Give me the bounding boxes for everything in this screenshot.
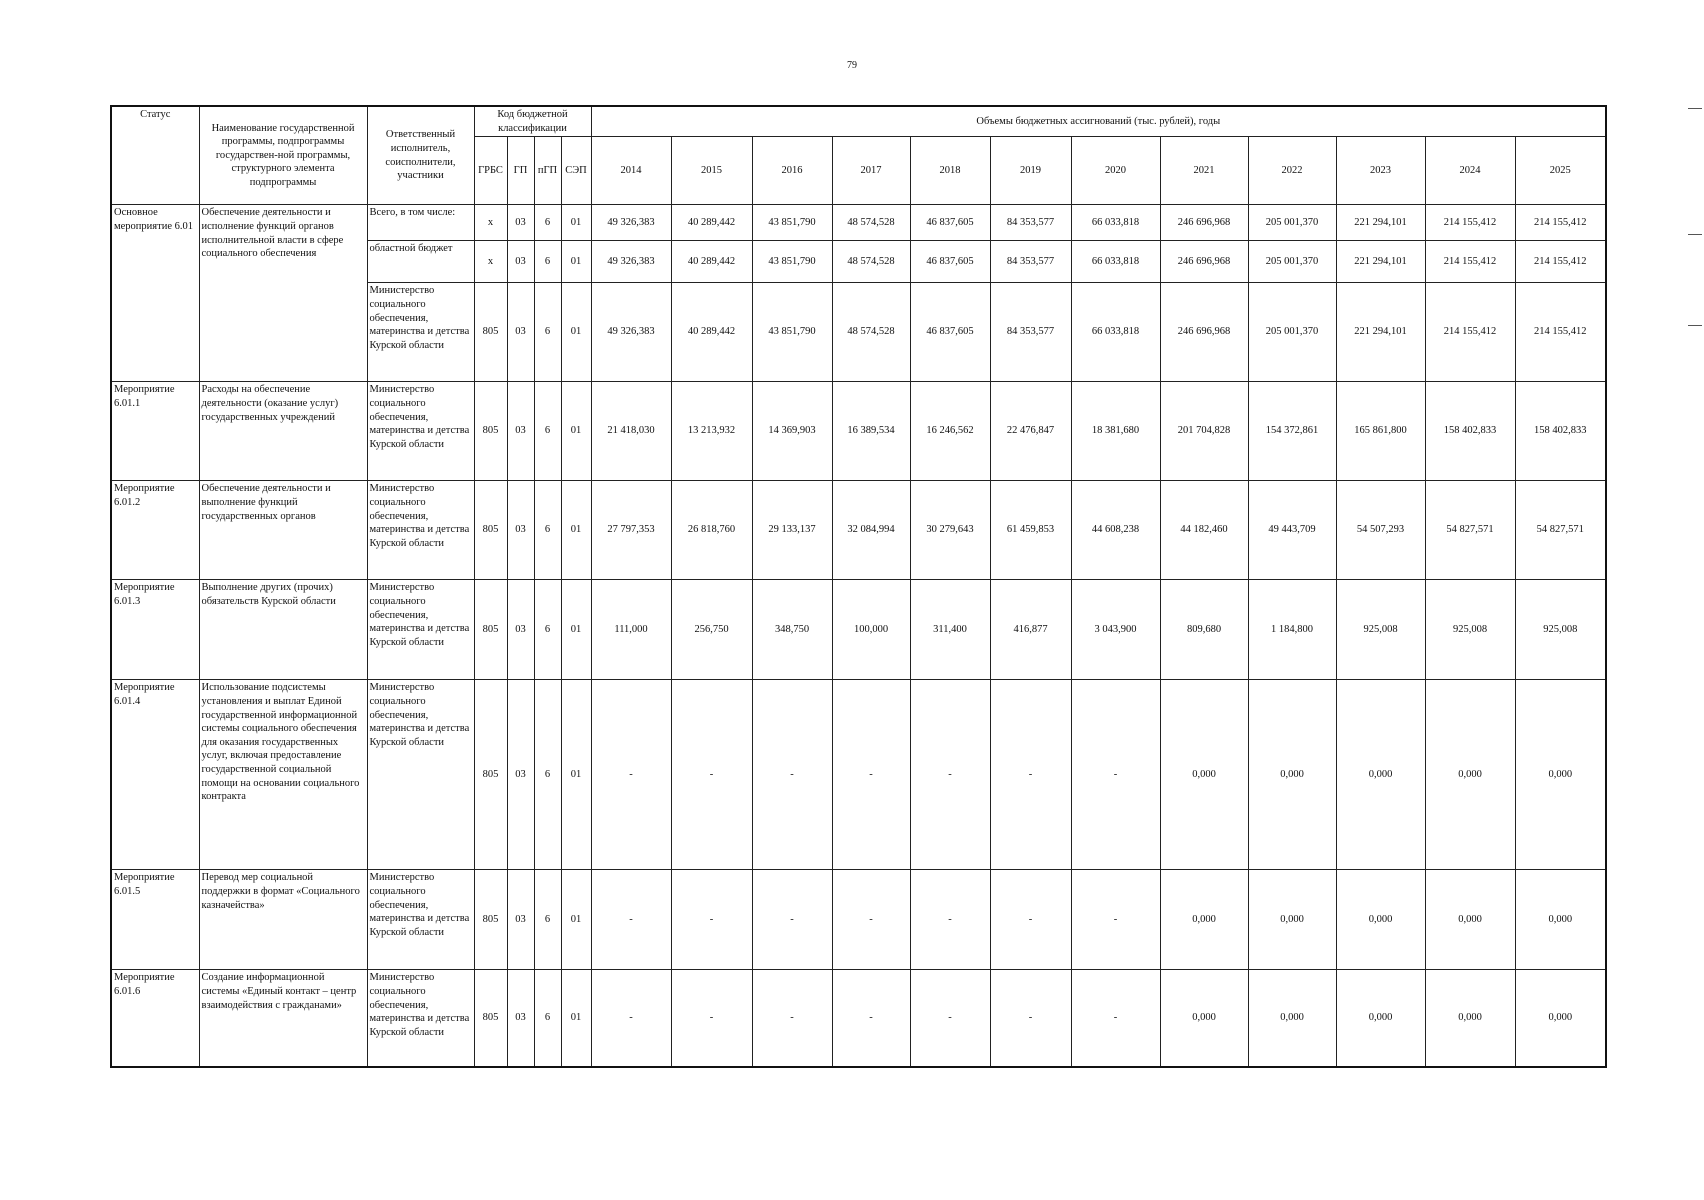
row-value: 111,000 <box>591 580 671 680</box>
row-value: 214 155,412 <box>1515 205 1606 241</box>
row-code: 805 <box>474 680 507 870</box>
row-value: 925,008 <box>1336 580 1425 680</box>
row-value: 21 418,030 <box>591 382 671 481</box>
row-code: 805 <box>474 382 507 481</box>
row-code: 03 <box>507 870 534 970</box>
header-year: 2025 <box>1515 137 1606 205</box>
row-value: 46 837,605 <box>910 283 990 382</box>
header-year: 2019 <box>990 137 1071 205</box>
row-value: 158 402,833 <box>1515 382 1606 481</box>
row-value: 925,008 <box>1515 580 1606 680</box>
row-value: 48 574,528 <box>832 205 910 241</box>
row-value: 66 033,818 <box>1071 205 1160 241</box>
row-code: 01 <box>561 205 591 241</box>
row-value: 158 402,833 <box>1425 382 1515 481</box>
row-value: 0,000 <box>1160 680 1248 870</box>
row-value: - <box>591 970 671 1067</box>
header-name: Наименование государственной программы, подпрограммы государствен-ной программы, структурного элемента подпрограммы <box>199 106 367 205</box>
row-name: Обеспечение деятельности и выполнение функций государственных органов <box>199 481 367 580</box>
row-code: 03 <box>507 680 534 870</box>
row-value: 43 851,790 <box>752 283 832 382</box>
row-value: 0,000 <box>1248 870 1336 970</box>
table-row <box>111 580 1606 680</box>
row-value: - <box>832 870 910 970</box>
edge-mark <box>1688 234 1702 235</box>
row-code: 6 <box>534 205 561 241</box>
row-code: 01 <box>561 241 591 283</box>
table-row <box>111 481 1606 580</box>
edge-mark <box>1688 108 1702 109</box>
row-value: 214 155,412 <box>1515 241 1606 283</box>
header-year: 2017 <box>832 137 910 205</box>
row-value: 29 133,137 <box>752 481 832 580</box>
row-value: 0,000 <box>1160 970 1248 1067</box>
row-code: 01 <box>561 382 591 481</box>
row-executor: Министерство социального обеспечения, материнства и детства Курской области <box>367 382 474 481</box>
row-value: 46 837,605 <box>910 205 990 241</box>
row-value: 154 372,861 <box>1248 382 1336 481</box>
row-value: 214 155,412 <box>1425 241 1515 283</box>
row-code: 805 <box>474 870 507 970</box>
row-code: 03 <box>507 241 534 283</box>
header-year: 2024 <box>1425 137 1515 205</box>
row-code: 03 <box>507 283 534 382</box>
row-executor: Министерство социального обеспечения, материнства и детства Курской области <box>367 970 474 1067</box>
row-value: 246 696,968 <box>1160 283 1248 382</box>
row-value: 54 827,571 <box>1515 481 1606 580</box>
row-code: 805 <box>474 283 507 382</box>
header-executor: Ответственный исполнитель, соисполнители, участники <box>367 106 474 205</box>
row-code: 03 <box>507 970 534 1067</box>
row-value: 0,000 <box>1160 870 1248 970</box>
row-value: 44 182,460 <box>1160 481 1248 580</box>
header-year: 2020 <box>1071 137 1160 205</box>
header-year: 2015 <box>671 137 752 205</box>
row-value: 43 851,790 <box>752 241 832 283</box>
row-value: 26 818,760 <box>671 481 752 580</box>
row-code: 03 <box>507 481 534 580</box>
row-code: 01 <box>561 970 591 1067</box>
row-code: 805 <box>474 481 507 580</box>
row-status: Мероприятие 6.01.6 <box>111 970 199 1067</box>
row-value: 100,000 <box>832 580 910 680</box>
row-value: 0,000 <box>1515 870 1606 970</box>
header-code-gp: ГП <box>507 137 534 205</box>
row-code: 01 <box>561 580 591 680</box>
row-value: - <box>832 970 910 1067</box>
row-value: - <box>752 870 832 970</box>
table-body <box>111 205 1606 1067</box>
row-value: 205 001,370 <box>1248 241 1336 283</box>
row-value: - <box>910 680 990 870</box>
row-value: 205 001,370 <box>1248 205 1336 241</box>
row-value: 348,750 <box>752 580 832 680</box>
row-value: 30 279,643 <box>910 481 990 580</box>
row-code: 805 <box>474 580 507 680</box>
row-code: 6 <box>534 580 561 680</box>
row-value: - <box>1071 970 1160 1067</box>
row-value: - <box>1071 870 1160 970</box>
table-row <box>111 205 1606 241</box>
header-year: 2016 <box>752 137 832 205</box>
row-value: - <box>1071 680 1160 870</box>
table-row <box>111 680 1606 870</box>
row-name: Создание информационной системы «Единый контакт – центр взаимодействия с гражданами» <box>199 970 367 1067</box>
header-year: 2018 <box>910 137 990 205</box>
row-value: 311,400 <box>910 580 990 680</box>
row-value: 18 381,680 <box>1071 382 1160 481</box>
row-value: 925,008 <box>1425 580 1515 680</box>
row-name: Использование подсистемы установления и выплат Единой государственной информационной системы социального обеспечения для оказания государственных услуг, включая предоставление государственной социальной помощи на основании социального контракта <box>199 680 367 870</box>
row-status: Основное мероприятие 6.01 <box>111 205 199 382</box>
row-value: 13 213,932 <box>671 382 752 481</box>
row-value: 0,000 <box>1425 870 1515 970</box>
row-status: Мероприятие 6.01.1 <box>111 382 199 481</box>
row-value: 40 289,442 <box>671 241 752 283</box>
row-value: 27 797,353 <box>591 481 671 580</box>
row-value: 0,000 <box>1336 970 1425 1067</box>
row-value: 32 084,994 <box>832 481 910 580</box>
row-value: 49 326,383 <box>591 205 671 241</box>
row-value: - <box>752 680 832 870</box>
row-value: 49 443,709 <box>1248 481 1336 580</box>
header-year: 2022 <box>1248 137 1336 205</box>
row-code: 03 <box>507 580 534 680</box>
row-value: 809,680 <box>1160 580 1248 680</box>
table-row <box>111 970 1606 1067</box>
row-value: 44 608,238 <box>1071 481 1160 580</box>
row-value: 84 353,577 <box>990 283 1071 382</box>
row-value: 214 155,412 <box>1425 205 1515 241</box>
row-value: - <box>591 680 671 870</box>
header-year: 2014 <box>591 137 671 205</box>
header-year: 2021 <box>1160 137 1248 205</box>
row-value: 3 043,900 <box>1071 580 1160 680</box>
row-executor: Министерство социального обеспечения, материнства и детства Курской области <box>367 580 474 680</box>
row-code: х <box>474 241 507 283</box>
row-value: - <box>752 970 832 1067</box>
row-code: х <box>474 205 507 241</box>
row-value: 48 574,528 <box>832 283 910 382</box>
row-value: 221 294,101 <box>1336 241 1425 283</box>
row-executor: Министерство социального обеспечения, материнства и детства Курской области <box>367 870 474 970</box>
row-code: 6 <box>534 870 561 970</box>
row-executor: Министерство социального обеспечения, материнства и детства Курской области <box>367 680 474 870</box>
row-code: 03 <box>507 205 534 241</box>
row-value: 0,000 <box>1248 680 1336 870</box>
row-value: 416,877 <box>990 580 1071 680</box>
row-executor: областной бюджет <box>367 241 474 283</box>
row-value: 0,000 <box>1515 970 1606 1067</box>
row-code: 6 <box>534 241 561 283</box>
row-value: 54 507,293 <box>1336 481 1425 580</box>
row-value: 66 033,818 <box>1071 241 1160 283</box>
row-value: 84 353,577 <box>990 241 1071 283</box>
row-value: 49 326,383 <box>591 283 671 382</box>
row-value: 165 861,800 <box>1336 382 1425 481</box>
row-value: 246 696,968 <box>1160 205 1248 241</box>
row-executor: Министерство социального обеспечения, материнства и детства Курской области <box>367 283 474 382</box>
row-code: 01 <box>561 870 591 970</box>
row-value: - <box>591 870 671 970</box>
row-executor: Министерство социального обеспечения, материнства и детства Курской области <box>367 481 474 580</box>
row-value: 49 326,383 <box>591 241 671 283</box>
row-value: 66 033,818 <box>1071 283 1160 382</box>
row-value: - <box>990 680 1071 870</box>
row-code: 6 <box>534 481 561 580</box>
row-value: 214 155,412 <box>1515 283 1606 382</box>
row-value: - <box>910 970 990 1067</box>
row-value: 1 184,800 <box>1248 580 1336 680</box>
row-code: 805 <box>474 970 507 1067</box>
row-name: Выполнение других (прочих) обязательств Курской области <box>199 580 367 680</box>
budget-allocation-table <box>110 105 1607 1068</box>
row-value: 14 369,903 <box>752 382 832 481</box>
row-value: - <box>990 970 1071 1067</box>
row-name: Обеспечение деятельности и исполнение функций органов исполнительной власти в сфере социального обеспечения <box>199 205 367 382</box>
row-code: 01 <box>561 680 591 870</box>
header-status: Статус <box>111 106 199 205</box>
table-row <box>111 870 1606 970</box>
row-value: - <box>990 870 1071 970</box>
row-value: 0,000 <box>1425 680 1515 870</box>
row-status: Мероприятие 6.01.4 <box>111 680 199 870</box>
row-value: 205 001,370 <box>1248 283 1336 382</box>
table-row <box>111 382 1606 481</box>
row-code: 6 <box>534 382 561 481</box>
row-value: 84 353,577 <box>990 205 1071 241</box>
row-code: 6 <box>534 283 561 382</box>
row-code: 03 <box>507 382 534 481</box>
row-name: Перевод мер социальной поддержки в формат «Социального казначейства» <box>199 870 367 970</box>
row-value: 48 574,528 <box>832 241 910 283</box>
row-value: - <box>671 870 752 970</box>
row-executor: Всего, в том числе: <box>367 205 474 241</box>
row-value: 16 246,562 <box>910 382 990 481</box>
header-code-grbs: ГРБС <box>474 137 507 205</box>
row-value: 61 459,853 <box>990 481 1071 580</box>
row-value: - <box>832 680 910 870</box>
header-code-sep: СЭП <box>561 137 591 205</box>
row-code: 6 <box>534 970 561 1067</box>
header-volumes-title: Объемы бюджетных ассигнований (тыс. рублей), годы <box>591 106 1606 137</box>
row-value: 0,000 <box>1425 970 1515 1067</box>
row-value: 43 851,790 <box>752 205 832 241</box>
row-value: - <box>671 680 752 870</box>
row-value: 221 294,101 <box>1336 205 1425 241</box>
row-code: 01 <box>561 283 591 382</box>
row-name: Расходы на обеспечение деятельности (оказание услуг) государственных учреждений <box>199 382 367 481</box>
row-value: 16 389,534 <box>832 382 910 481</box>
header-year: 2023 <box>1336 137 1425 205</box>
row-value: 46 837,605 <box>910 241 990 283</box>
row-value: 0,000 <box>1336 870 1425 970</box>
row-value: 246 696,968 <box>1160 241 1248 283</box>
row-value: 0,000 <box>1248 970 1336 1067</box>
row-value: 256,750 <box>671 580 752 680</box>
row-code: 6 <box>534 680 561 870</box>
row-value: - <box>910 870 990 970</box>
row-value: 0,000 <box>1336 680 1425 870</box>
row-value: 0,000 <box>1515 680 1606 870</box>
row-value: 22 476,847 <box>990 382 1071 481</box>
header-code-pgp: пГП <box>534 137 561 205</box>
row-value: 54 827,571 <box>1425 481 1515 580</box>
budget-table-container <box>110 105 1607 1068</box>
edge-mark <box>1688 325 1702 326</box>
row-value: - <box>671 970 752 1067</box>
row-status: Мероприятие 6.01.2 <box>111 481 199 580</box>
row-value: 221 294,101 <box>1336 283 1425 382</box>
row-value: 214 155,412 <box>1425 283 1515 382</box>
page-number: 79 <box>847 60 857 71</box>
row-value: 40 289,442 <box>671 205 752 241</box>
row-status: Мероприятие 6.01.3 <box>111 580 199 680</box>
row-status: Мероприятие 6.01.5 <box>111 870 199 970</box>
header-code-group: Код бюджетной классификации <box>474 106 591 137</box>
row-code: 01 <box>561 481 591 580</box>
row-value: 201 704,828 <box>1160 382 1248 481</box>
row-value: 40 289,442 <box>671 283 752 382</box>
